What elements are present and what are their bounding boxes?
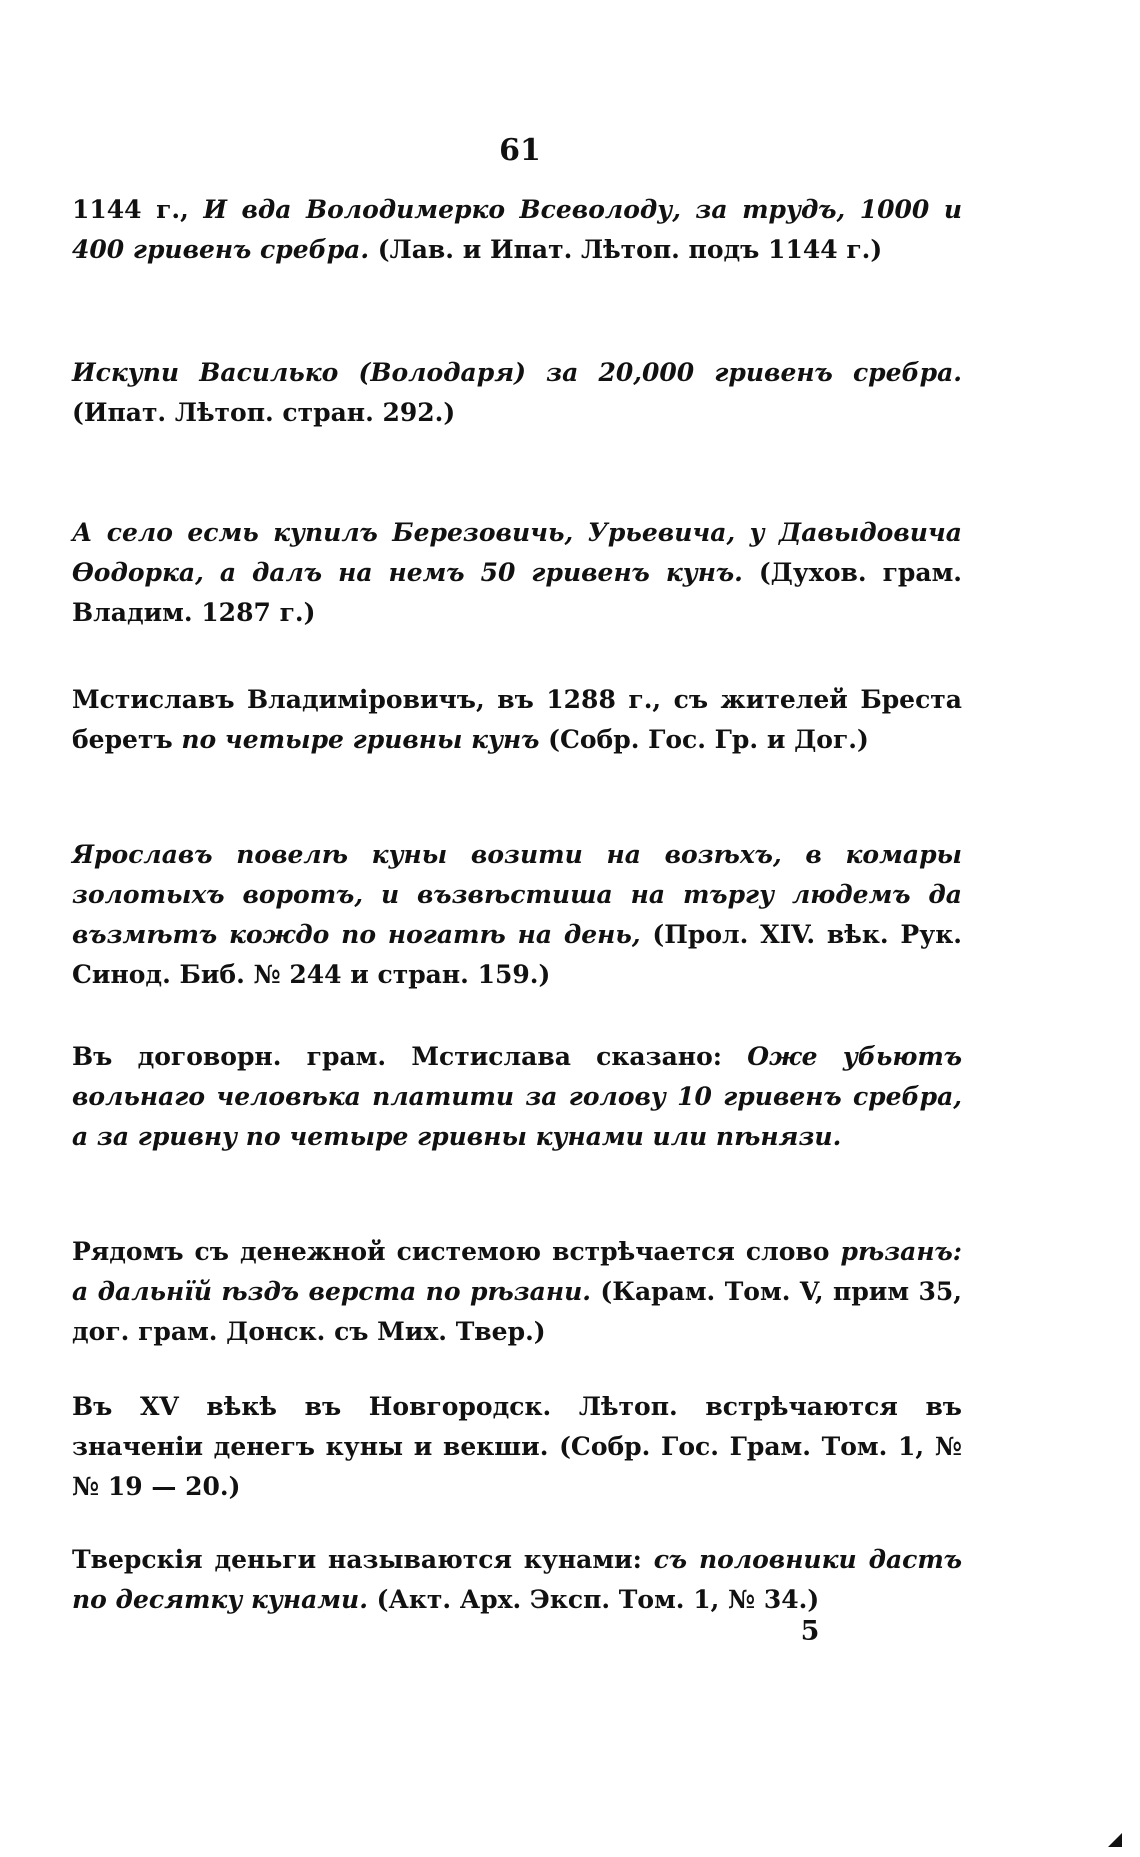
text-run: Ярославъ повелѣ куны возити на возѣхъ, в комары золотыхъ воротъ, и възвѣстиша на търгу людемъ да възмѣтъ кождо по ногатѣ на день, [72, 840, 962, 949]
text-run: (Собр. Гос. Гр. и Дог.) [539, 725, 869, 754]
text-run: (Лав. и Ипат. Лѣтоп. подъ 1144 г.) [369, 235, 883, 264]
text-run: Тверскія деньги называются кунами: [72, 1545, 654, 1574]
text-run: Рядомъ съ денежной системою встрѣчается слово [72, 1237, 841, 1266]
page-number: 61 [499, 133, 541, 168]
text-run: Мстиславъ Владиміровичъ, въ 1288 г., съ жителей Бреста беретъ [72, 685, 962, 754]
text-run: (Акт. Арх. Эксп. Том. 1, № 34.) [367, 1585, 820, 1614]
text-run: Искупи Василько (Володаря) за 20,000 гривенъ сребра. [72, 358, 962, 387]
text-run: рѣзанъ: а дальнїй ѣздъ верста по рѣзани. [72, 1237, 962, 1306]
paragraph-7 [72, 1232, 962, 1352]
text-run: А село есмь купилъ Березовичь, Урьевича, у Давыдовича Ѳодорка, а далъ на немъ 50 гривенъ кунъ. [72, 518, 962, 587]
paragraph-4 [72, 680, 962, 760]
text-run: (Ипат. Лѣтоп. стран. 292.) [72, 398, 456, 427]
paragraph-2 [72, 353, 962, 433]
signature-mark: 5 [800, 1616, 820, 1647]
text-run: съ половники дастъ по десятку кунами. [72, 1545, 962, 1614]
text-run: 1144 г., [72, 195, 204, 224]
paragraph-1 [72, 190, 962, 270]
paragraph-3 [72, 513, 962, 633]
paragraph-9 [72, 1540, 962, 1620]
text-run: по четыре гривны кунъ [181, 725, 540, 754]
paragraph-6 [72, 1037, 962, 1157]
text-run: (Карам. Том. V, прим 35, дог. грам. Донск. съ Мих. Твер.) [72, 1277, 962, 1346]
text-run: (Прол. XIV. вѣк. Рук. Синод. Биб. № 244 и стран. 159.) [72, 920, 962, 989]
text-run: Въ договорн. грам. Мстислава сказано: [72, 1042, 748, 1071]
paragraph-5 [72, 835, 962, 995]
text-run: Оже убьютъ вольнаго человѣка платити за голову 10 гривенъ сребра, а за гривну по четыре гривны кунами или пѣнязи. [72, 1042, 962, 1151]
paragraph-8 [72, 1387, 962, 1507]
text-run: Въ XV вѣкѣ въ Новгородск. Лѣтоп. встрѣчаются въ значеніи денегъ куны и векши. (Собр. Гос. Грам. Том. 1, №№ 19 — 20.) [72, 1392, 962, 1501]
text-run: И вда Володимерко Всеволоду, за трудъ, 1000 и 400 гривенъ сребра. [72, 195, 962, 264]
corner-arrow-icon [1108, 1833, 1122, 1847]
text-run: (Духов. грам. Владим. 1287 г.) [72, 558, 962, 627]
